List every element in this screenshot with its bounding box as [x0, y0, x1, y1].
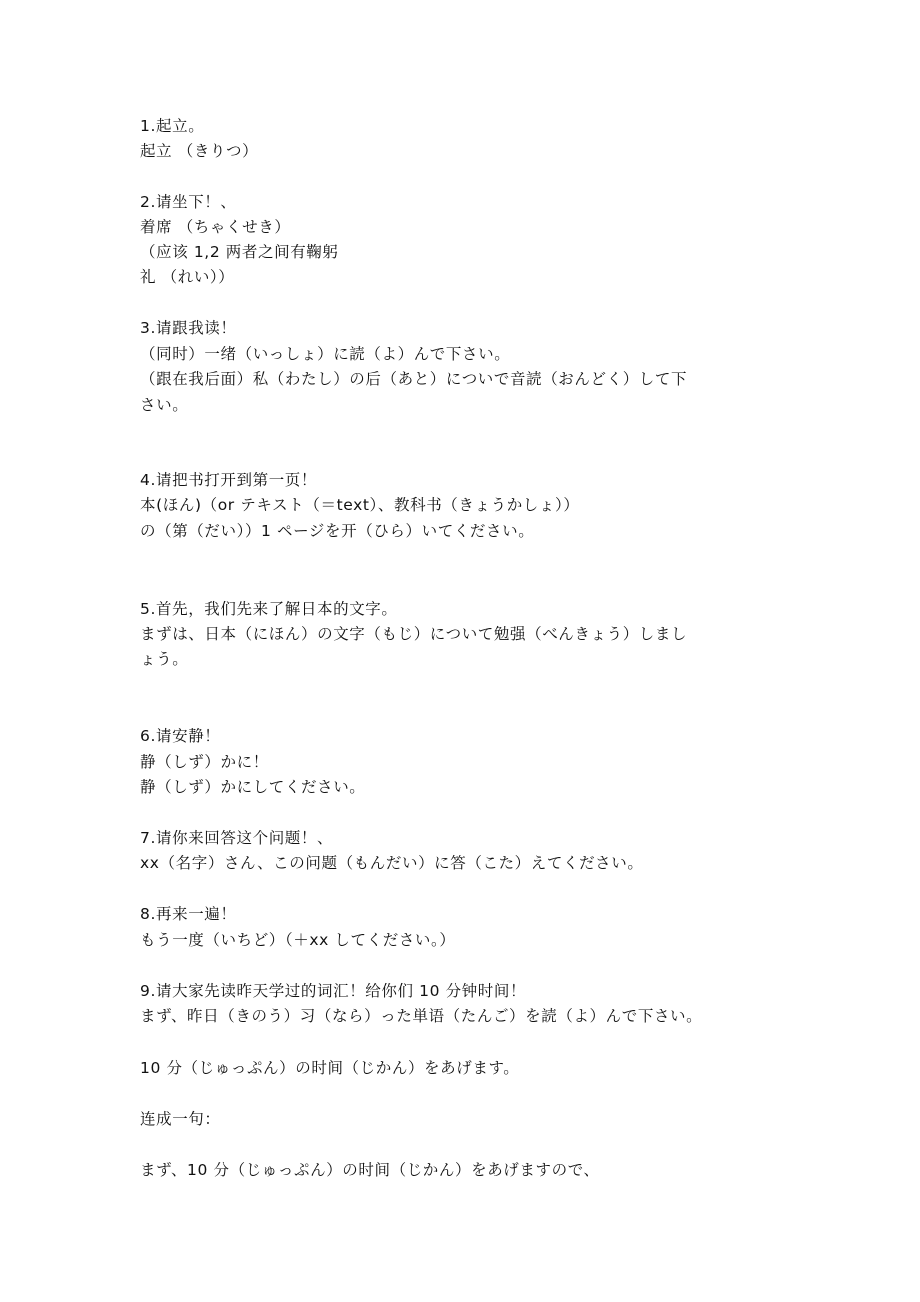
text-line: 起立 （きりつ） [140, 142, 259, 160]
heading-6: 6.请安静！ [140, 727, 221, 745]
heading-4: 4.请把书打开到第一页！ [140, 471, 317, 489]
heading-9: 9.请大家先读昨天学过的词汇！给你们 10 分钟时间！ [140, 982, 527, 1000]
heading-8: 8.再来一遍！ [140, 905, 237, 923]
text-line: （同时）一绪（いっしょ）に読（よ）んで下さい。 [140, 345, 511, 363]
heading-5: 5.首先，我们先来了解日本的文字。 [140, 600, 398, 618]
text-line: さい。 [140, 396, 189, 414]
text-line: まず、10 分（じゅっぷん）の时间（じかん）をあげますので、 [140, 1161, 600, 1179]
heading-2: 2.请坐下！、 [140, 193, 237, 211]
text-line: 礼 （れい）） [140, 268, 235, 286]
text-line: まず、昨日（きのう）习（なら）った単语（たんご）を読（よ）んで下さい。 [140, 1007, 703, 1025]
text-line: xx（名字）さん、この问题（もんだい）に答（こた）えてください。 [140, 854, 644, 872]
heading-3: 3.请跟我读！ [140, 319, 237, 337]
text-line: まずは、日本（にほん）の文字（もじ）について勉强（べんきょう）しまし [140, 625, 688, 643]
text-line: ょう。 [140, 650, 189, 668]
text-line: の（第（だい））1 ページを开（ひら）いてください。 [140, 522, 535, 540]
text-line: 静（しず）かに！ [140, 753, 269, 771]
text-line: 本(ほん)（or テキスト（＝text）、教科书（きょうかしょ）） [140, 496, 580, 514]
text-line: もう一度（いちど）（＋xx してください。） [140, 931, 456, 949]
text-line: （应该 1,2 两者之间有鞠躬 [140, 243, 339, 261]
heading-1: 1.起立。 [140, 117, 205, 135]
text-line: 10 分（じゅっぷん）の时间（じかん）をあげます。 [140, 1059, 520, 1077]
text-line: 静（しず）かにしてください。 [140, 778, 366, 796]
heading-7: 7.请你来回答这个问题！、 [140, 829, 334, 847]
text-line: （跟在我后面）私（わたし）の后（あと）についで音読（おんどく）して下 [140, 370, 688, 388]
text-line: 连成一句： [140, 1110, 221, 1128]
text-line: 着席 （ちゃくせき） [140, 218, 291, 236]
